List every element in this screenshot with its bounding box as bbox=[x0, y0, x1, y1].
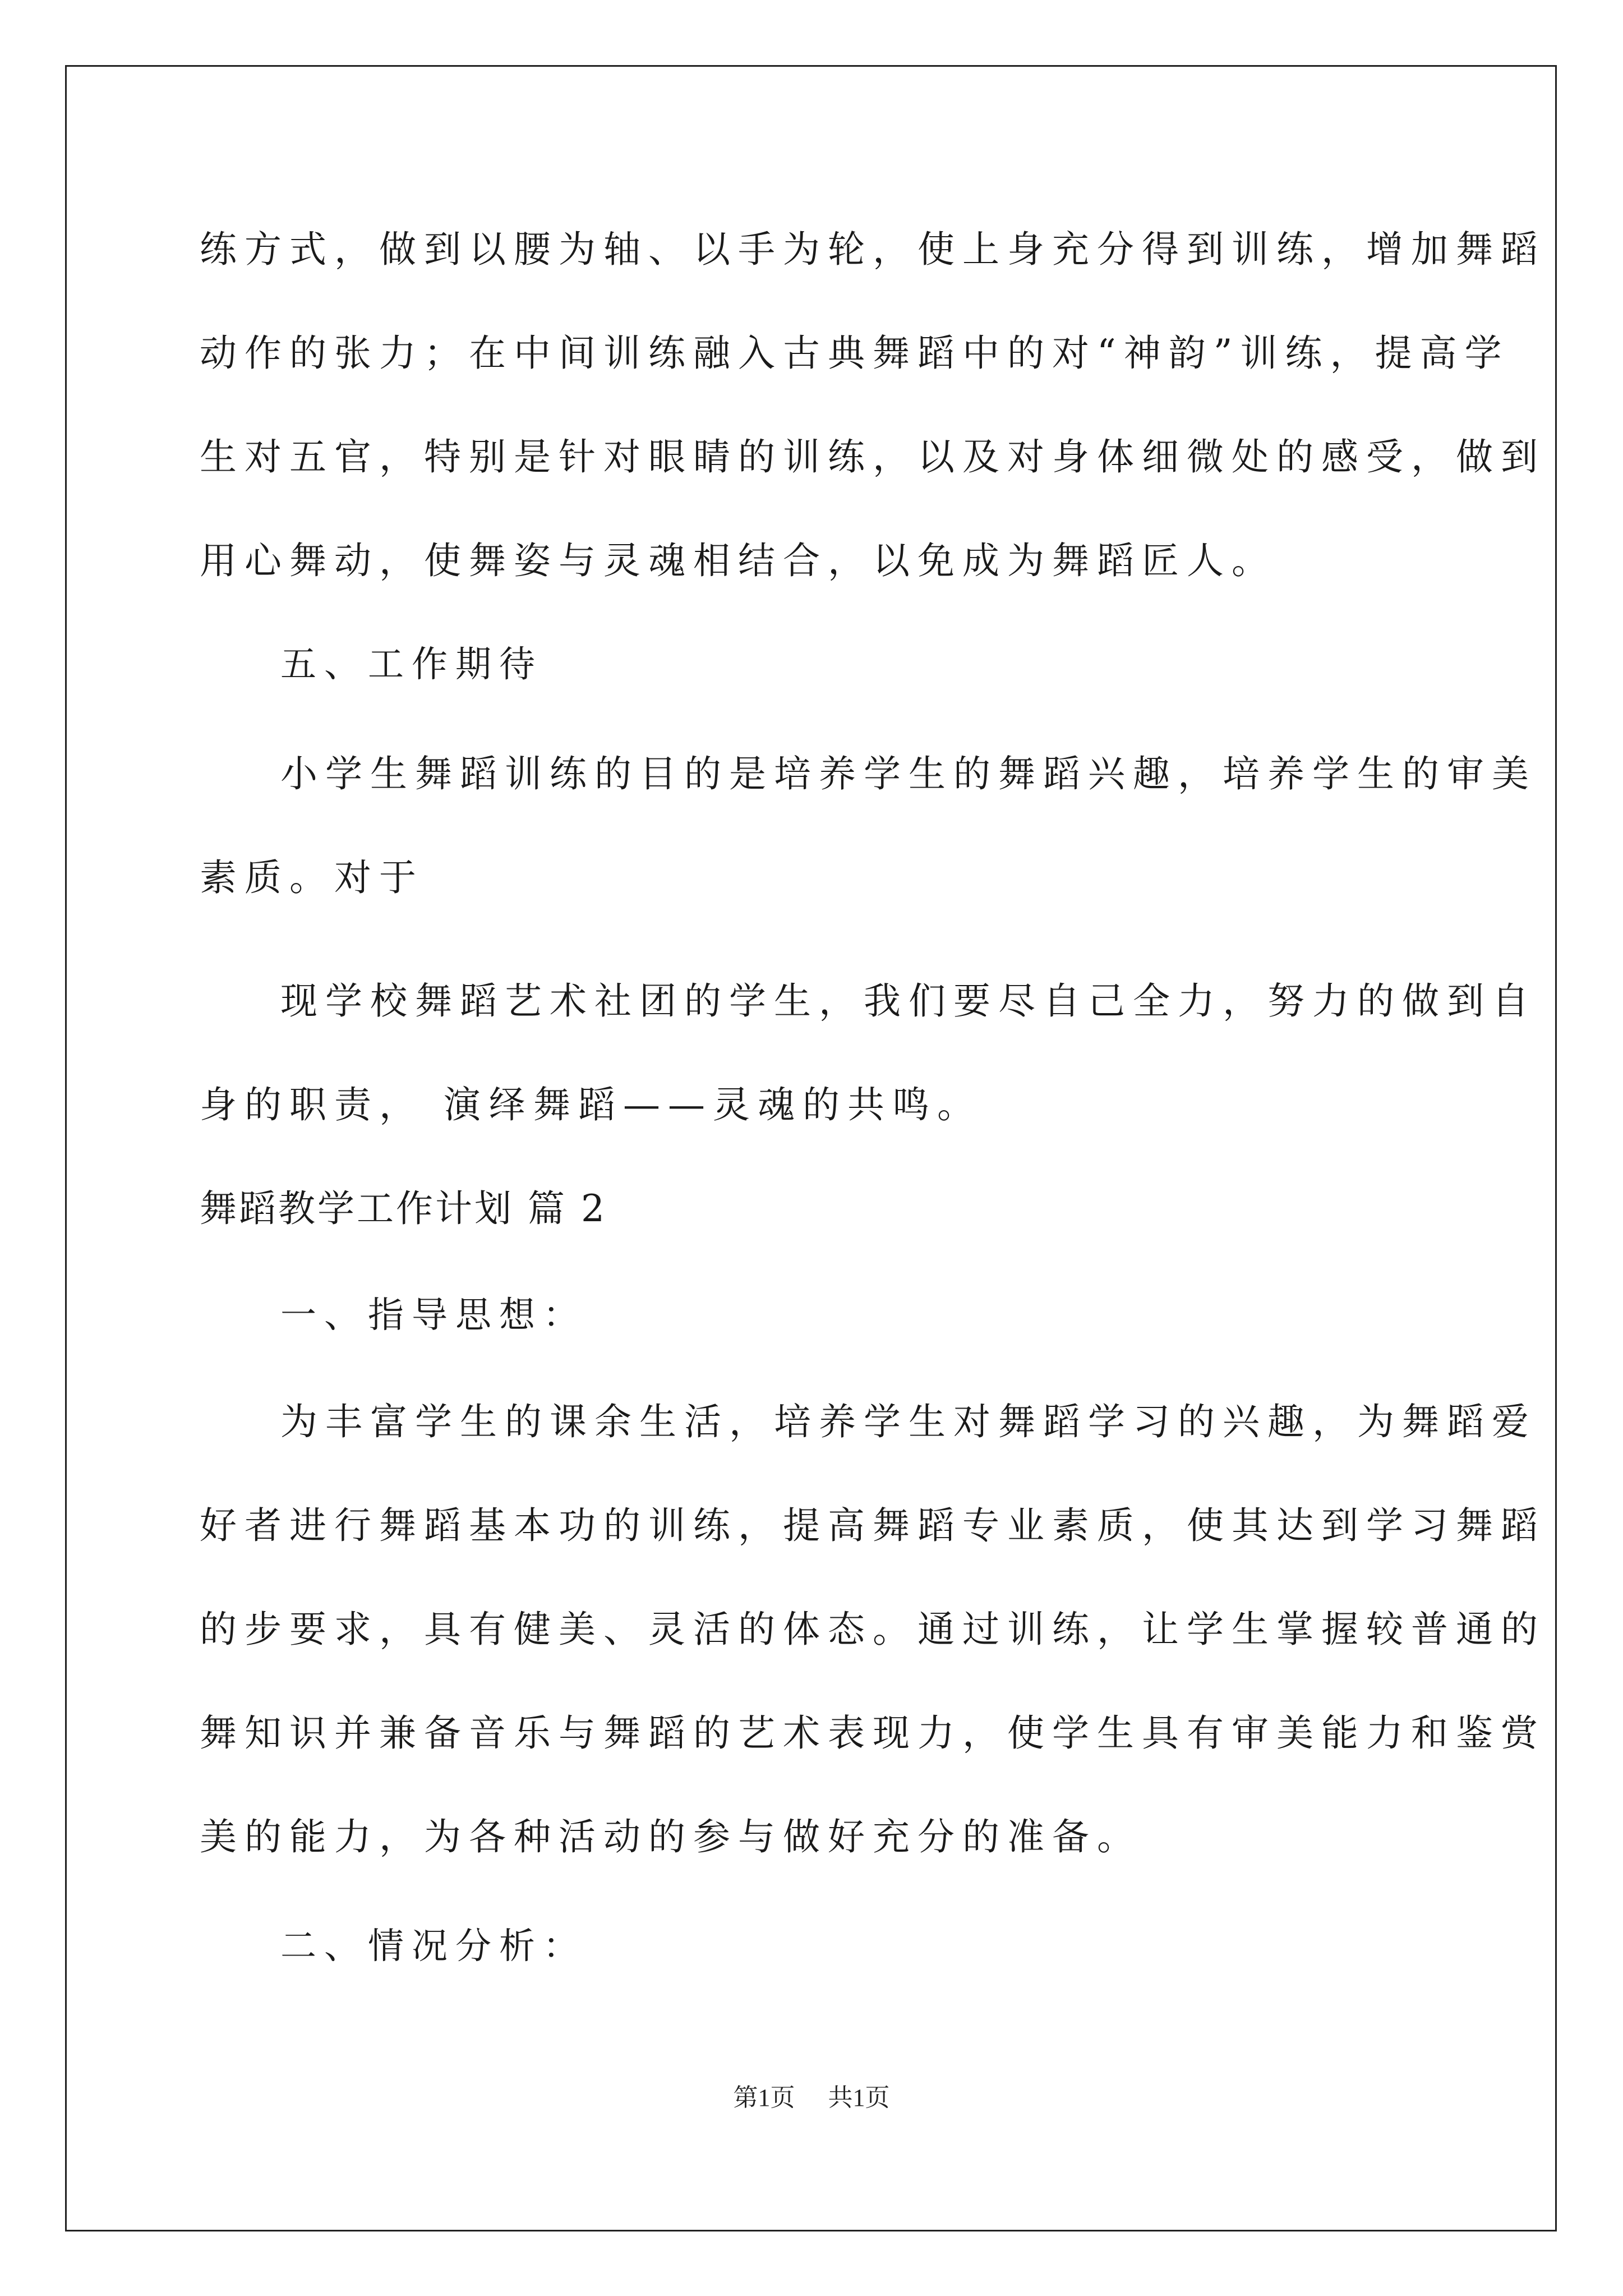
paragraph-line: 舞知识并兼备音乐与舞蹈的艺术表现力，使学生具有审美能力和鉴赏 bbox=[200, 1711, 1546, 1755]
section-heading-five: 五、工作期待 bbox=[280, 644, 543, 685]
paragraph-line: 现学校舞蹈艺术社团的学生，我们要尽自己全力，努力的做到自 bbox=[280, 979, 1537, 1023]
paragraph-line: 动作的张力；在中间训练融入古典舞蹈中的对“神韵”训练，提高学 bbox=[200, 332, 1510, 375]
paragraph-line: 好者进行舞蹈基本功的训练，提高舞蹈专业素质，使其达到学习舞蹈 bbox=[200, 1504, 1546, 1547]
paragraph-line: 练方式，做到以腰为轴、以手为轮，使上身充分得到训练，增加舞蹈 bbox=[200, 228, 1546, 271]
paragraph-line: 用心舞动，使舞姿与灵魂相结合，以免成为舞蹈匠人。 bbox=[200, 539, 1276, 582]
paragraph-line: 生对五官，特别是针对眼睛的训练，以及对身体细微处的感受，做到 bbox=[200, 435, 1546, 478]
page-total: 共1页 bbox=[828, 2084, 890, 2111]
section-heading-one: 一、指导思想： bbox=[280, 1295, 587, 1336]
section-heading-two: 二、情况分析： bbox=[280, 1926, 587, 1967]
paragraph-line: 身的职责， 演绎舞蹈——灵魂的共鸣。 bbox=[200, 1083, 982, 1126]
page-number: 第1页 bbox=[733, 2084, 795, 2111]
paragraph-line: 的步要求，具有健美、灵活的体态。通过训练，让学生掌握较普通的 bbox=[200, 1608, 1546, 1651]
page-footer bbox=[0, 2081, 1623, 2115]
page-border bbox=[65, 65, 1557, 2231]
article-title: 舞蹈教学工作计划 篇 2 bbox=[200, 1187, 607, 1230]
paragraph-line: 小学生舞蹈训练的目的是培养学生的舞蹈兴趣，培养学生的审美 bbox=[280, 752, 1537, 795]
paragraph-line: 为丰富学生的课余生活，培养学生对舞蹈学习的兴趣，为舞蹈爱 bbox=[280, 1400, 1537, 1443]
paragraph-line: 素质。对于 bbox=[200, 856, 424, 899]
paragraph-line: 美的能力，为各种活动的参与做好充分的准备。 bbox=[200, 1815, 1142, 1858]
